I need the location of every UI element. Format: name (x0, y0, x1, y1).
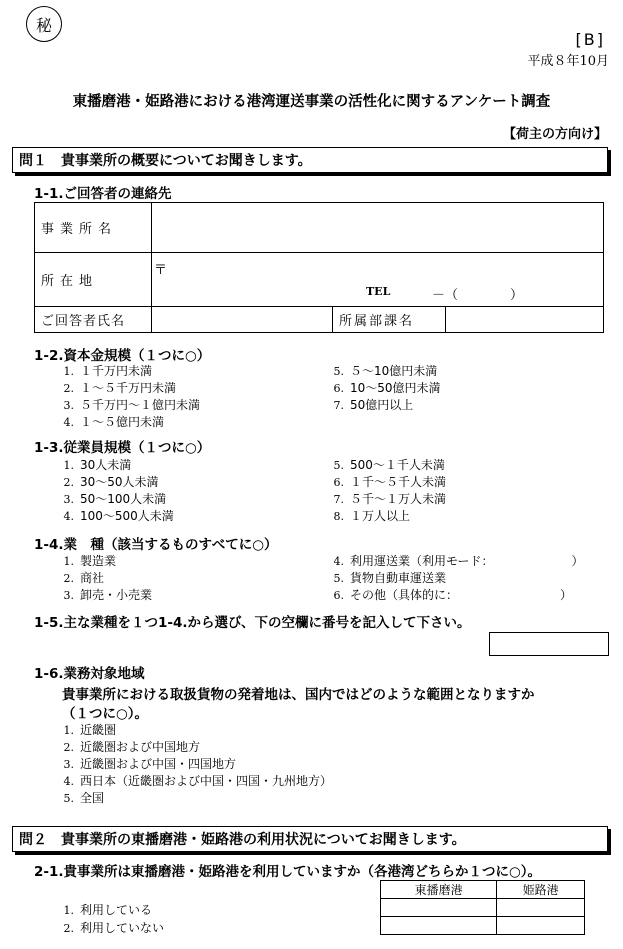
capital-options-right (322, 362, 441, 413)
list-item[interactable]: 2. １～５千万円未満 (63, 381, 177, 395)
port-usage-table (380, 880, 585, 935)
port-cell[interactable] (497, 917, 585, 935)
list-item[interactable]: 5. 全国 (63, 791, 105, 805)
tel-label: TEL (366, 285, 391, 298)
employee-options-left (52, 456, 174, 524)
industry-options-left (52, 552, 152, 603)
list-item[interactable]: 5. 500～１千人未満 (333, 458, 445, 472)
list-item[interactable]: 6. １千～５千人未満 (333, 475, 447, 489)
document-title: 東播磨港・姫路港における港湾運送事業の活性化に関するアンケート調査 (72, 94, 551, 110)
section-q2-title: 問２ 貴事業所の東播磨港・姫路港の利用状況についてお聞きします。 (19, 832, 466, 848)
confidential-stamp: 秘 (26, 6, 62, 42)
department-field[interactable] (446, 307, 604, 333)
list-item[interactable]: 7. ５千～１万人未満 (333, 492, 447, 506)
q1-3-heading: 1-3.従業員規模（１つに○） (34, 440, 211, 456)
list-item[interactable]: 3. 卸売・小売業 (63, 588, 153, 602)
postal-mark: 〒 (154, 263, 168, 278)
q1-5-heading: 1-5.主な業種を１つ1-4.から選び、下の空欄に番号を記入して下さい。 (34, 615, 471, 631)
list-item[interactable]: 3. 近畿圏および中国・四国地方 (63, 757, 237, 771)
list-item[interactable]: 4. 100～500人未満 (63, 509, 174, 523)
list-item[interactable]: 2. 商社 (63, 571, 105, 585)
list-item[interactable]: 2. 近畿圏および中国地方 (63, 740, 201, 754)
port-cell[interactable] (381, 899, 497, 917)
section-q1-title: 問１ 貴事業所の概要についてお聞きします。 (19, 153, 312, 169)
port-cell[interactable] (381, 917, 497, 935)
section-q1-header (12, 147, 608, 173)
list-item[interactable]: 5. 貨物自動車運送業 (333, 571, 447, 585)
address-label: 所在地 (35, 253, 152, 307)
list-item[interactable]: 8. １万人以上 (333, 509, 411, 523)
list-item[interactable]: 6. その他（具体的に： ） (333, 588, 573, 602)
address-field[interactable] (152, 253, 604, 307)
q1-4-heading: 1-4.業 種（該当するものすべてに○） (34, 537, 278, 553)
list-item[interactable]: 1. 利用している (63, 903, 153, 917)
region-options (52, 721, 332, 806)
target-audience: 【荷主の方向け】 (502, 127, 607, 142)
list-item[interactable]: 3. 50～100人未満 (63, 492, 167, 506)
respondent-name-field[interactable] (152, 307, 333, 333)
list-item[interactable]: 4. 西日本（近畿圏および中国・四国・九州地方） (63, 774, 333, 788)
list-item[interactable]: 1. １千万円未満 (63, 364, 153, 378)
list-item[interactable]: 4. 利用運送業（利用モード： ） (333, 554, 584, 568)
form-code: [B] (575, 30, 605, 49)
respondent-name-label: ご回答者氏名 (35, 307, 152, 333)
office-name-label: 事業所名 (35, 203, 152, 253)
list-item[interactable]: 2. 30～50人未満 (63, 475, 159, 489)
list-item[interactable]: 1. 製造業 (63, 554, 117, 568)
capital-options-left (52, 362, 200, 430)
list-item[interactable]: 3. ５千万円～１億円未満 (63, 398, 201, 412)
issue-date: 平成８年10月 (527, 54, 609, 69)
q1-2-heading: 1-2.資本金規模（１つに○） (34, 348, 211, 364)
contact-info-table (34, 202, 604, 333)
port-cell[interactable] (497, 899, 585, 917)
q1-6-question-line1: 貴事業所における取扱貨物の発着地は、国内ではどのような範囲となりますか (62, 687, 535, 703)
port-header-himeji: 姫路港 (497, 881, 585, 899)
list-item[interactable]: 2. 利用していない (63, 921, 165, 935)
main-industry-number-input[interactable] (489, 632, 609, 656)
list-item[interactable]: 5. ５～10億円未満 (333, 364, 438, 378)
q1-1-heading: 1-1.ご回答者の連絡先 (34, 186, 172, 202)
list-item[interactable]: 4. １～５億円未満 (63, 415, 165, 429)
list-item[interactable]: 6. 10～50億円未満 (333, 381, 441, 395)
employee-options-right (322, 456, 446, 524)
port-header-higashi-harima: 東播磨港 (381, 881, 497, 899)
list-item[interactable]: 7. 50億円以上 (333, 398, 414, 412)
department-label: 所属部課名 (333, 307, 446, 333)
section-q2-header (12, 826, 608, 852)
q2-1-heading: 2-1.貴事業所は東播磨港・姫路港を利用していますか（各港湾どちらか１つに○）。 (34, 864, 542, 880)
q1-6-heading: 1-6.業務対象地域 (34, 666, 145, 682)
industry-options-right (322, 552, 584, 603)
list-item[interactable]: 1. 近畿圏 (63, 723, 117, 737)
office-name-field[interactable] (152, 203, 604, 253)
tel-field[interactable]: －（ ） (432, 288, 524, 303)
q1-6-question-line2: （１つに○）。 (62, 706, 149, 722)
usage-options (52, 901, 164, 937)
list-item[interactable]: 1. 30人未満 (63, 458, 132, 472)
